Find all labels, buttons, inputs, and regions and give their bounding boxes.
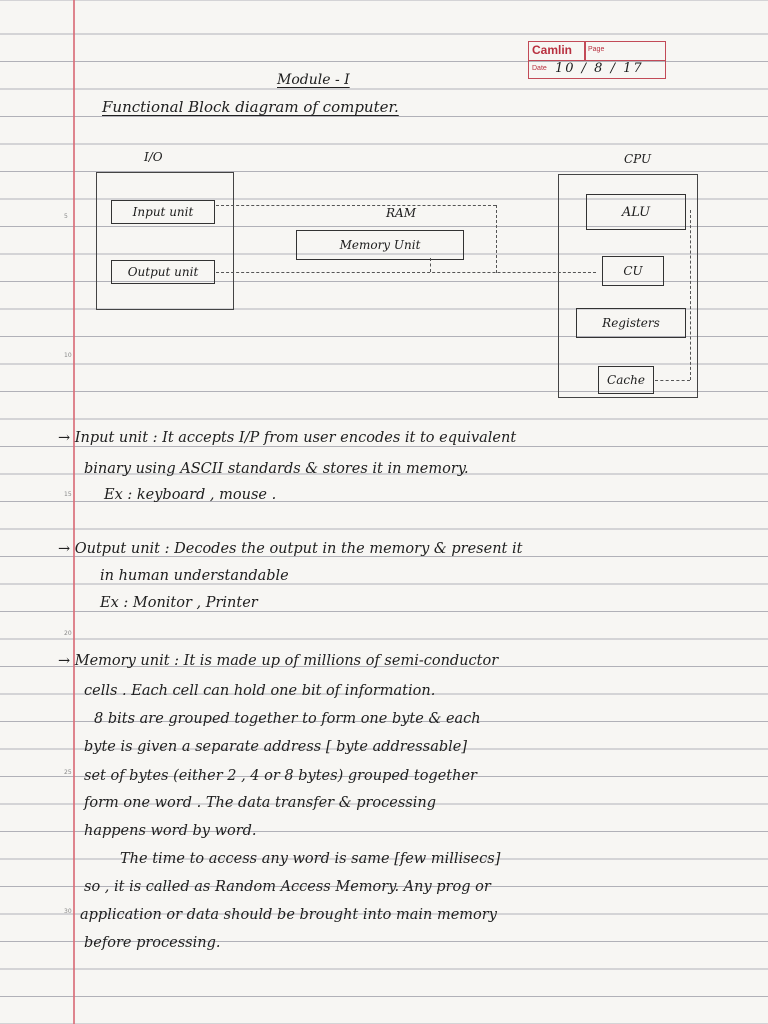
note-output-line: → Output unit : Decodes the output in the memory & present it <box>58 541 523 557</box>
ram-label: RAM <box>386 206 416 220</box>
brand-logo: Camlin <box>532 43 573 57</box>
note-memory-line: byte is given a separate address [ byte addressable] <box>84 739 467 755</box>
registers-box: Registers <box>576 308 686 338</box>
input-unit-box: Input unit <box>111 200 215 224</box>
line-number: 5 <box>64 213 68 220</box>
line-number: 15 <box>64 491 72 498</box>
module-title: Module - I <box>277 72 350 88</box>
cache-box: Cache <box>598 366 654 394</box>
io-group-box <box>96 172 234 310</box>
note-memory-line: set of bytes (either 2 , 4 or 8 bytes) grouped together <box>84 768 477 784</box>
note-memory-line: → Memory unit : It is made up of millions of semi-conductor <box>58 653 499 669</box>
page-heading: Functional Block diagram of computer. <box>102 98 399 116</box>
connector-line <box>496 205 497 273</box>
memory-unit-box: Memory Unit <box>296 230 464 260</box>
note-memory-line: happens word by word. <box>84 823 257 839</box>
connector-line <box>216 272 596 273</box>
connector-line <box>216 205 496 206</box>
note-memory-line: application or data should be brought into main memory <box>80 907 497 923</box>
connector-line <box>430 258 431 272</box>
note-memory-line: The time to access any word is same [few millisecs] <box>120 851 501 867</box>
connector-line <box>690 210 691 380</box>
note-input-line: Ex : keyboard , mouse . <box>104 487 277 503</box>
date-value: 10 / 8 / 17 <box>555 61 644 76</box>
note-output-line: Ex : Monitor , Printer <box>100 595 258 611</box>
note-memory-line: so , it is called as Random Access Memory. Any prog or <box>84 879 491 895</box>
note-memory-line: before processing. <box>84 935 221 951</box>
connector-line <box>655 380 690 381</box>
note-input-line: → Input unit : It accepts I/P from user encodes it to equivalent <box>58 430 517 446</box>
output-unit-box: Output unit <box>111 260 215 284</box>
io-label: I/O <box>144 150 163 164</box>
alu-box: ALU <box>586 194 686 230</box>
page-label: Page <box>588 46 605 53</box>
note-memory-line: 8 bits are grouped together to form one byte & each <box>94 711 481 727</box>
line-number: 20 <box>64 630 72 637</box>
page-header-box <box>528 41 666 79</box>
date-label: Date <box>532 65 547 72</box>
note-memory-line: cells . Each cell can hold one bit of information. <box>84 683 436 699</box>
note-memory-line: form one word . The data transfer & processing <box>84 795 437 811</box>
note-input-line: binary using ASCII standards & stores it in memory. <box>84 461 469 477</box>
note-output-line: in human understandable <box>100 568 289 584</box>
line-number: 10 <box>64 352 72 359</box>
cpu-label: CPU <box>624 152 652 166</box>
line-number: 30 <box>64 908 72 915</box>
line-number: 25 <box>64 769 72 776</box>
cu-box: CU <box>602 256 664 286</box>
margin-line <box>73 0 75 1024</box>
